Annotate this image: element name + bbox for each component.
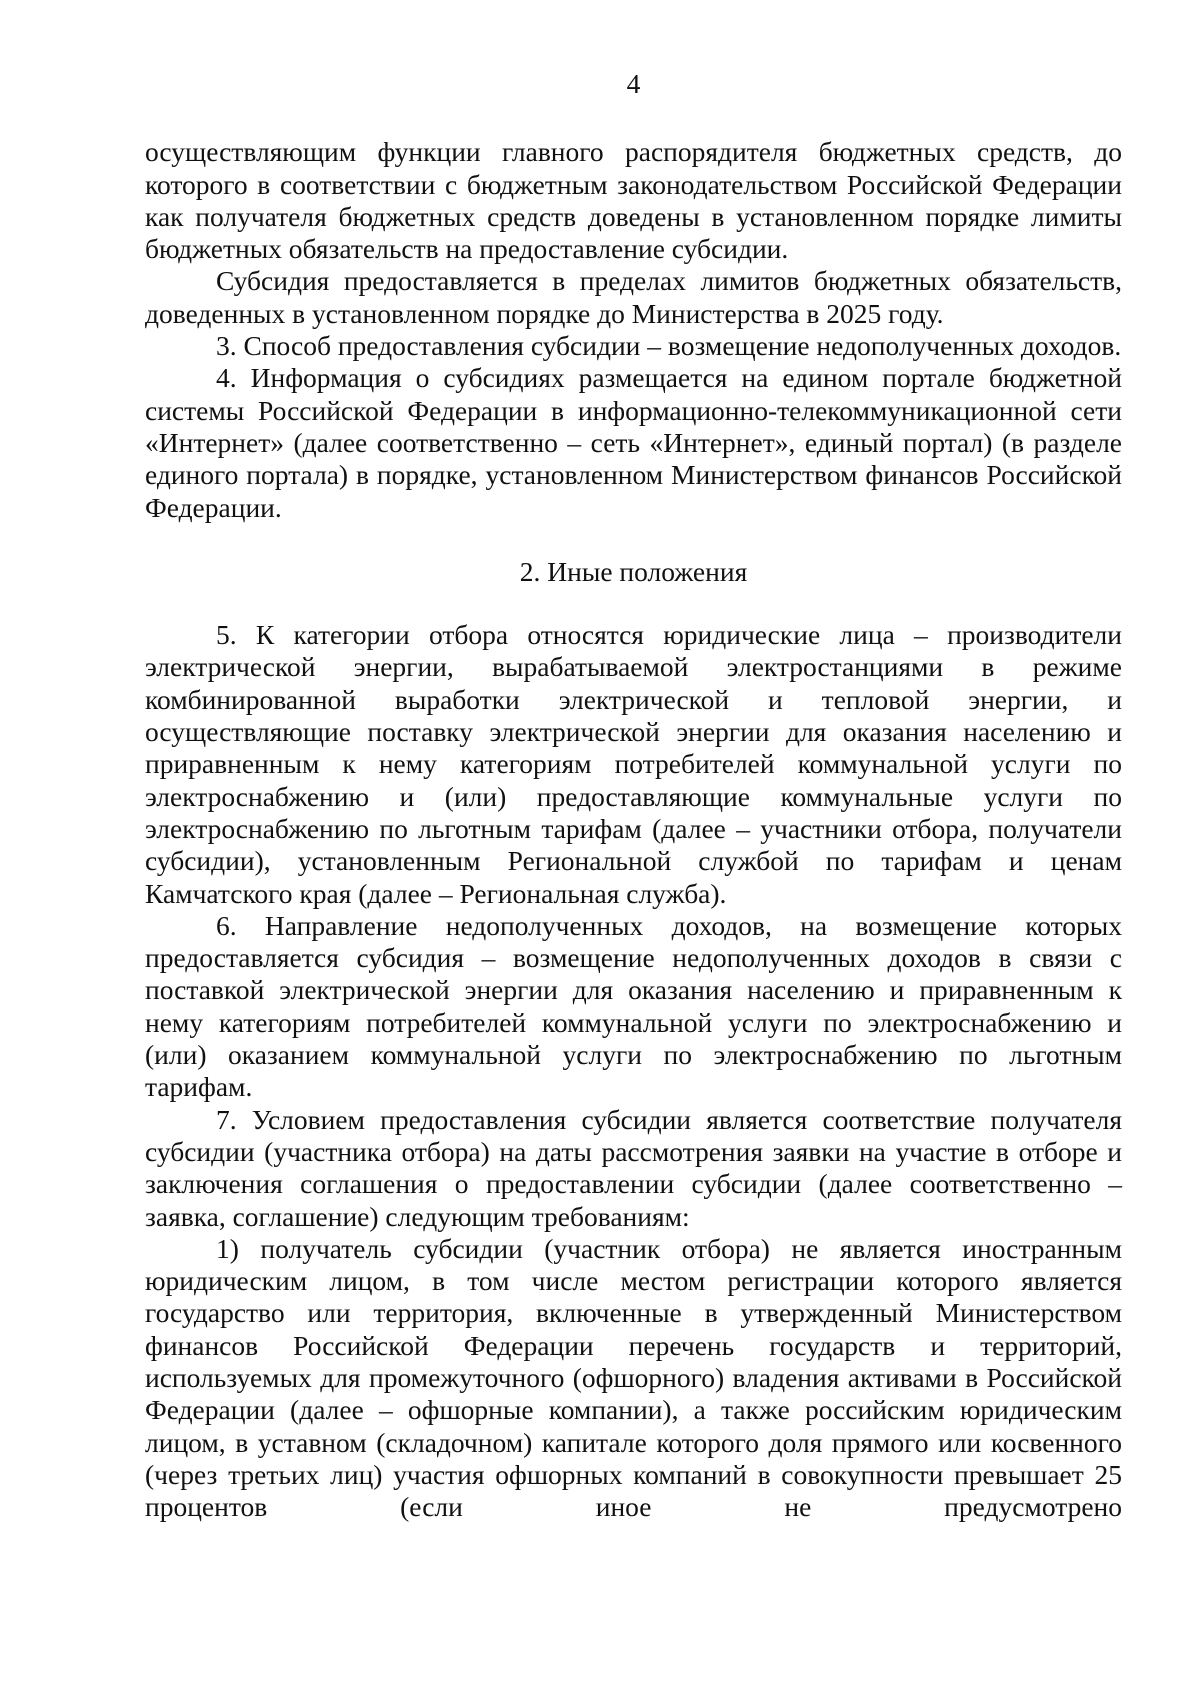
page-number: 4	[626, 68, 641, 99]
document-page	[145, 68, 1122, 1523]
paragraph-item-6: 6. Направление недополученных доходов, на возмещение которых предоставляется субсидия – возмещение недополученных доходов в связи с поставкой электрической энергии для оказания населению и приравненным к нему категориям потребителей коммунальной услуги по электроснабжению и (или) оказанием коммунальной услуги по электроснабжению по льготным тарифам.	[145, 909, 1122, 1103]
paragraph-budget-recipient: осуществляющим функции главного распорядителя бюджетных средств, до которого в соответствии с бюджетным законодательством Российской Федерации как получателя бюджетных средств доведены в установленном порядке лимиты бюджетных обязательств на предоставление субсидии.	[145, 136, 1122, 265]
paragraph-item-3: 3. Способ предоставления субсидии – возмещение недополученных доходов.	[216, 330, 1122, 362]
section-heading: 2. Иные положения	[519, 555, 748, 587]
paragraph-subsidy-limits: Субсидия предоставляется в пределах лимитов бюджетных обязательств, доведенных в установленном порядке до Министерства в 2025 году.	[145, 265, 1122, 329]
paragraph-subitem-1: 1) получатель субсидии (участник отбора) не является иностранным юридическим лицом, в том числе местом регистрации которого является государство или территория, включенные в утвержденный Министерством финансов Российской Федерации перечень государств и территорий, используемых для промежуточного (офшорного) владения активами в Российской Федерации (далее – офшорные компании), а также российским юридическим лицом, в уставном (складочном) капитале которого доля прямого или косвенного (через третьих лиц) участия офшорных компаний в совокупности превышает 25 процентов (если иное не предусмотрено	[145, 1232, 1122, 1523]
paragraph-item-4: 4. Информация о субсидиях размещается на едином портале бюджетной системы Российской Федерации в информационно-телекоммуникационной сети «Интернет» (далее соответственно – сеть «Интернет», единый портал) (в разделе единого портала) в порядке, установленном Министерством финансов Российской Федерации.	[145, 362, 1122, 523]
paragraph-item-7: 7. Условием предоставления субсидии является соответствие получателя субсидии (участника отбора) на даты рассмотрения заявки на участие в отборе и заключения соглашения о предоставлении субсидии (далее соответственно – заявка, соглашение) следующим требованиям:	[145, 1103, 1122, 1232]
paragraph-item-5: 5. К категории отбора относятся юридические лица – производители электрической энергии, вырабатываемой электростанциями в режиме комбинированной выработки электрической и тепловой энергии, и осуществляющие поставку электрической энергии для оказания населению и приравненным к нему категориям потребителей коммунальной услуги по электроснабжению и (или) предоставляющие коммунальные услуги по электроснабжению по льготным тарифам (далее – участники отбора, получатели субсидии), установленным Региональной службой по тарифам и ценам Камчатского края (далее – Региональная служба).	[145, 619, 1122, 909]
